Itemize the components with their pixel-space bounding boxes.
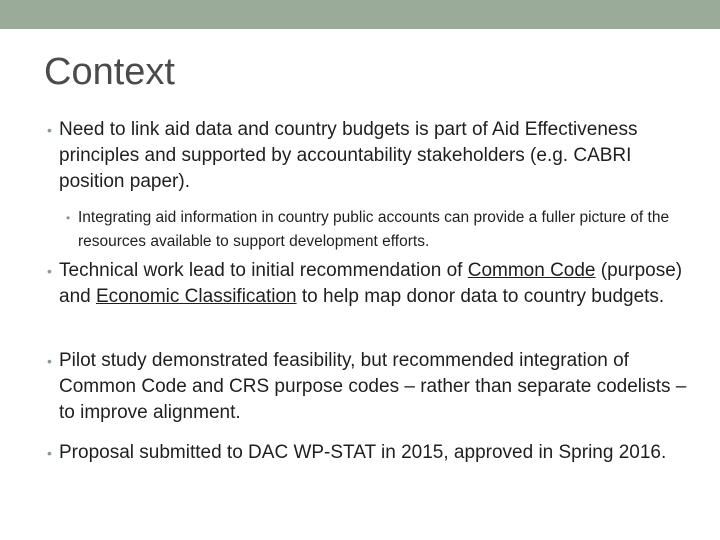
economic-classification-link[interactable]: Economic Classification bbox=[95, 286, 297, 307]
sub-bullet-item-1 bbox=[66, 206, 696, 254]
bullet-item-2 bbox=[47, 258, 697, 310]
bullet-text-part: Technical work lead to initial recommendation of bbox=[59, 260, 468, 281]
sub-bullet-text: Integrating aid information in country public accounts can provide a fuller picture of the resources available to support development efforts. bbox=[78, 209, 670, 250]
bullet-item-1 bbox=[47, 117, 697, 195]
bullet-marker: • bbox=[47, 122, 52, 138]
bullet-marker: • bbox=[47, 353, 52, 369]
bullet-text: Need to link aid data and country budgets is part of Aid Effectiveness principles and supported by accountability stakeholders (e.g. CABRI position paper). bbox=[59, 119, 638, 192]
bullet-text-part: to help map donor data to country budgets. bbox=[296, 286, 665, 307]
bullet-item-3 bbox=[47, 348, 697, 426]
bullet-text: Proposal submitted to DAC WP-STAT in 2015, approved in Spring 2016. bbox=[59, 442, 667, 463]
common-code-link[interactable]: Common Code bbox=[467, 260, 596, 281]
bullet-marker: • bbox=[47, 263, 52, 279]
sub-bullet-marker: • bbox=[66, 211, 71, 225]
bullet-item-4 bbox=[47, 440, 697, 466]
slide-title: Context bbox=[44, 51, 175, 93]
bullet-text-part: (purpose) and bbox=[59, 260, 683, 307]
bullet-text: Pilot study demonstrated feasibility, but recommended integration of Common Code and CRS purpose codes – rather than separate codelists – to improve alignment. bbox=[59, 350, 687, 423]
bullet-marker: • bbox=[47, 445, 52, 461]
